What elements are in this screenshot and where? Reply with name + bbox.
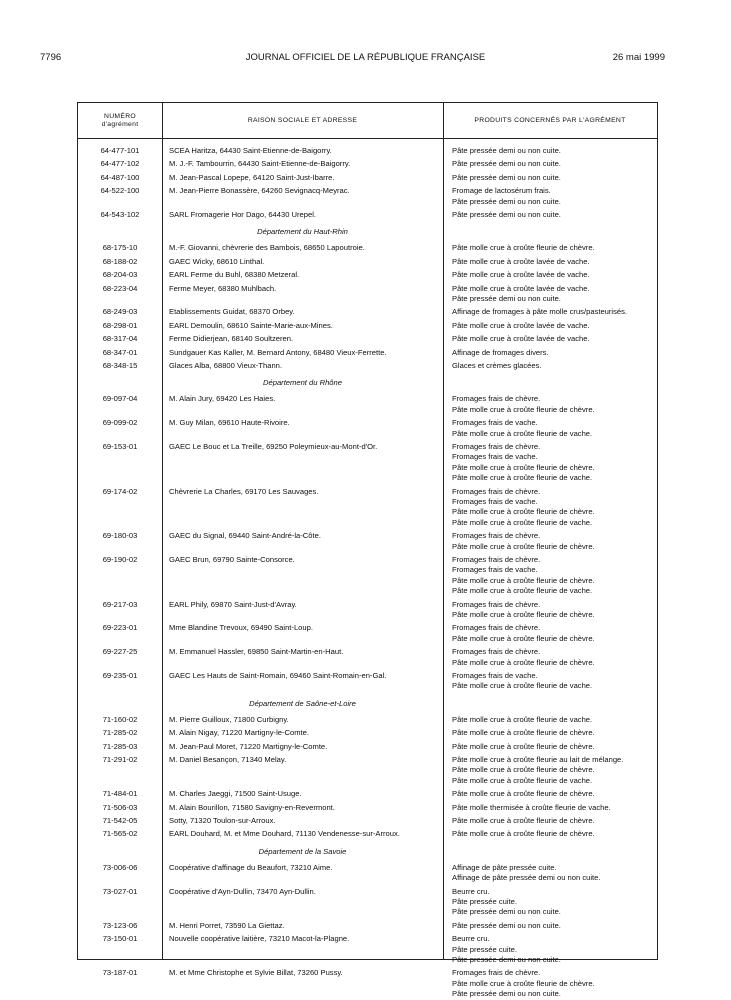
company-name-address: GAEC du Signal, 69440 Saint-André-la-Côte. bbox=[169, 531, 321, 541]
approved-products bbox=[452, 789, 654, 799]
company-name-address: M. Henri Porret, 73590 La Giettaz. bbox=[169, 920, 285, 930]
company-name-address: Coopérative d'Ayn-Dullin, 73470 Ayn-Dullin. bbox=[169, 886, 316, 896]
approved-products bbox=[452, 243, 654, 253]
product-line: Fromages frais de chèvre. bbox=[452, 647, 541, 657]
product-line: Pâte molle crue à croûte fleurie de vache. bbox=[452, 517, 593, 527]
approval-number: 71-160-02 bbox=[102, 714, 138, 724]
product-line: Fromages frais de vache. bbox=[452, 565, 538, 575]
approved-products bbox=[452, 671, 654, 692]
company-name-address: M. et Mme Christophe et Sylvie Billat, 73260 Pussy. bbox=[169, 968, 343, 978]
approval-number: 69-190-02 bbox=[102, 555, 138, 564]
approved-products bbox=[452, 418, 654, 439]
approval-number: 68-317-04 bbox=[102, 334, 138, 344]
company-name-address: M. Emmanuel Hassler, 69850 Saint-Martin-en-Haut. bbox=[169, 647, 344, 657]
product-line: Fromages frais de vache. bbox=[452, 671, 538, 680]
approved-products bbox=[452, 887, 654, 918]
approved-products bbox=[452, 487, 654, 529]
product-line: Pâte pressée demi ou non cuite. bbox=[452, 146, 561, 155]
company-name-address: M. Alain Bourillon, 71580 Savigny-en-Revermont. bbox=[169, 802, 335, 812]
approved-products bbox=[452, 284, 654, 305]
approval-number: 71-285-02 bbox=[102, 728, 138, 738]
company-name-address: Ferme Didierjean, 68140 Soultzeren. bbox=[169, 334, 294, 344]
approved-products bbox=[452, 742, 654, 752]
column-header-number bbox=[78, 103, 162, 138]
product-line: Pâte pressée demi ou non cuite. bbox=[452, 172, 561, 182]
approval-number: 68-348-15 bbox=[102, 361, 138, 370]
company-name-address: GAEC Les Hauts de Saint-Romain, 69460 Saint-Romain-en-Gal. bbox=[169, 671, 387, 680]
department-heading: Département de Saône-et-Loire bbox=[249, 698, 356, 708]
product-line: Pâte molle crue à croûte fleurie de chèvre. bbox=[452, 575, 595, 585]
approved-products bbox=[452, 728, 654, 738]
approval-number: 69-227-25 bbox=[102, 647, 138, 657]
product-line: Pâte molle crue à croûte fleurie de chèvre. bbox=[452, 765, 595, 775]
company-name-address: Sundgauer Kas Kaller, M. Bernard Antony, 68480 Vieux-Ferrette. bbox=[169, 347, 387, 357]
approved-products bbox=[452, 334, 654, 344]
company-name-address: EARL Demoulin, 68610 Sainte-Marie-aux-Mines. bbox=[169, 320, 333, 330]
approval-number: 64-477-101 bbox=[100, 146, 140, 155]
product-line: Fromages frais de chèvre. bbox=[452, 486, 541, 496]
approval-number: 69-235-01 bbox=[102, 671, 138, 680]
approval-number: 68-347-01 bbox=[102, 347, 138, 357]
company-name-address: M. Pierre Guilloux, 71800 Curbigny. bbox=[169, 714, 289, 724]
company-name-address: Ferme Meyer, 68380 Muhlbach. bbox=[169, 283, 277, 293]
approval-number: 64-477-102 bbox=[100, 159, 140, 169]
company-name-address: M. Daniel Besançon, 71340 Melay. bbox=[169, 755, 287, 764]
product-line: Fromages frais de chèvre. bbox=[452, 623, 541, 633]
product-line: Pâte molle crue à croûte fleurie au lait de mélange. bbox=[452, 755, 624, 764]
product-line: Pâte molle crue à croûte fleurie de vache. bbox=[452, 681, 593, 691]
product-line: Fromage de lactosérum frais. bbox=[452, 186, 551, 196]
product-line: Fromages frais de chèvre. bbox=[452, 442, 541, 451]
approved-products bbox=[452, 531, 654, 552]
product-line: Pâte molle crue à croûte fleurie de vache. bbox=[452, 775, 593, 785]
product-line: Fromages frais de chèvre. bbox=[452, 394, 541, 404]
approval-number: 64-543-102 bbox=[100, 210, 140, 219]
approved-products bbox=[452, 394, 654, 415]
company-name-address: M. Charles Jaeggi, 71500 Saint-Usuge. bbox=[169, 789, 302, 799]
product-line: Pâte molle crue à croûte fleurie de chèvre. bbox=[452, 541, 595, 551]
approved-products bbox=[452, 600, 654, 621]
product-line: Pâte pressée demi ou non cuite. bbox=[452, 159, 561, 169]
column-header-products: PRODUITS CONCERNÉS PAR L'AGRÉMENT bbox=[474, 116, 626, 124]
approval-number: 73-123-06 bbox=[102, 920, 138, 930]
product-line: Fromages frais de vache. bbox=[452, 418, 538, 428]
product-line: Pâte pressée demi ou non cuite. bbox=[452, 196, 561, 206]
approved-products bbox=[452, 159, 654, 169]
approval-number: 69-097-04 bbox=[102, 394, 138, 404]
product-line: Pâte molle crue à croûte fleurie de vache. bbox=[452, 714, 593, 724]
company-name-address: M. Guy Milan, 69610 Haute-Rivoire. bbox=[169, 418, 290, 428]
approved-products bbox=[452, 146, 654, 156]
product-line: Pâte pressée demi ou non cuite. bbox=[452, 955, 561, 964]
approval-number: 71-542-05 bbox=[102, 816, 138, 825]
product-line: Pâte molle crue à croûte fleurie de chèvre. bbox=[452, 404, 595, 414]
approved-products bbox=[452, 307, 654, 317]
product-line: Pâte molle crue à croûte fleurie de chèvre. bbox=[452, 610, 595, 619]
product-line: Pâte pressée demi ou non cuite. bbox=[452, 920, 561, 930]
approval-number: 69-223-01 bbox=[102, 623, 138, 633]
company-name-address: M. J.-F. Tambourrin, 64430 Saint-Etienne-de-Baigorry. bbox=[169, 159, 351, 169]
column-header-number-line1: NUMÉRO bbox=[103, 112, 136, 120]
approved-products bbox=[452, 816, 654, 826]
company-name-address: EARL Douhard, M. et Mme Douhard, 71130 Vendenesse-sur-Arroux. bbox=[169, 829, 400, 839]
product-line: Fromages frais de chèvre. bbox=[452, 555, 541, 564]
department-heading: Département du Haut-Rhin bbox=[257, 227, 348, 237]
column-header-name: RAISON SOCIALE ET ADRESSE bbox=[247, 116, 358, 124]
product-line: Pâte molle crue à croûte lavée de vache. bbox=[452, 283, 590, 293]
company-name-address: EARL Ferme du Buhl, 68380 Metzeral. bbox=[169, 270, 300, 280]
company-name-address: Chèvrerie La Charles, 69170 Les Sauvages. bbox=[169, 486, 319, 496]
company-name-address: GAEC Brun, 69790 Sainte-Consorce. bbox=[169, 555, 295, 564]
approval-number: 69-174-02 bbox=[102, 486, 138, 496]
product-line: Fromages frais de vache. bbox=[452, 497, 538, 506]
company-name-address: Nouvelle coopérative laitière, 73210 Macot-la-Plagne. bbox=[169, 934, 350, 944]
approval-number: 73-027-01 bbox=[102, 886, 138, 896]
approval-number: 73-187-01 bbox=[102, 968, 138, 978]
approval-number: 69-099-02 bbox=[102, 418, 138, 428]
company-name-address: M. Jean-Pierre Bonassère, 64260 Sevignacq-Meyrac. bbox=[169, 186, 350, 196]
department-heading: Département de la Savoie bbox=[258, 846, 347, 856]
approval-number: 69-153-01 bbox=[102, 442, 138, 451]
company-name-address: EARL Phily, 69870 Saint-Just-d'Avray. bbox=[169, 599, 297, 609]
product-line: Affinage de fromages à pâte molle crus/pasteurisés. bbox=[452, 307, 628, 317]
product-line: Pâte molle crue à croûte fleurie de vache. bbox=[452, 428, 593, 438]
approval-number: 71-291-02 bbox=[102, 755, 138, 764]
product-line: Pâte molle crue à croûte fleurie de chèvre. bbox=[452, 978, 595, 988]
approval-number: 71-285-03 bbox=[102, 741, 138, 751]
approval-number: 73-006-06 bbox=[102, 862, 138, 872]
product-line: Pâte pressée cuite. bbox=[452, 897, 518, 906]
product-line: Pâte molle crue à croûte fleurie de chèvre. bbox=[452, 243, 595, 253]
product-line: Fromages frais de chèvre. bbox=[452, 599, 541, 609]
product-line: Pâte molle crue à croûte fleurie de chèvre. bbox=[452, 507, 595, 517]
company-name-address: Mme Blandine Trevoux, 69490 Saint-Loup. bbox=[169, 623, 313, 633]
product-line: Beurre cru. bbox=[452, 934, 490, 944]
approved-products bbox=[452, 321, 654, 331]
approval-number: 71-565-02 bbox=[102, 829, 138, 839]
product-line: Pâte molle crue à croûte fleurie de chèvre. bbox=[452, 829, 595, 839]
approval-number: 71-484-01 bbox=[102, 789, 138, 799]
approved-products bbox=[452, 186, 654, 207]
approval-number: 64-522-100 bbox=[100, 186, 140, 196]
approved-products bbox=[452, 257, 654, 267]
approval-number: 68-298-01 bbox=[102, 320, 138, 330]
company-name-address: M.-F. Giovanni, chèvrerie des Bambois, 68650 Lapoutroie. bbox=[169, 243, 365, 253]
approved-products bbox=[452, 270, 654, 280]
product-line: Pâte pressée demi ou non cuite. bbox=[452, 989, 561, 999]
approval-number: 68-249-03 bbox=[102, 307, 138, 317]
publication-date: 26 mai 1999 bbox=[612, 52, 665, 63]
approval-number: 69-217-03 bbox=[102, 599, 138, 609]
product-line: Pâte molle thermisée à croûte fleurie de vache. bbox=[452, 802, 611, 812]
approved-products bbox=[452, 555, 654, 597]
approval-number: 73-150-01 bbox=[102, 934, 138, 944]
approved-products bbox=[452, 863, 654, 884]
approved-products bbox=[452, 715, 654, 725]
column-header-number-line2: d'agrément bbox=[101, 120, 139, 128]
product-line: Pâte molle crue à croûte fleurie de chèvre. bbox=[452, 633, 595, 643]
approval-number: 69-180-03 bbox=[102, 531, 138, 541]
approved-products bbox=[452, 803, 654, 813]
company-name-address: Glaces Alba, 68800 Vieux-Thann. bbox=[169, 361, 282, 370]
approval-number: 71-506-03 bbox=[102, 802, 138, 812]
company-name-address: Coopérative d'affinage du Beaufort, 73210 Aime. bbox=[169, 862, 333, 872]
product-line: Pâte pressée demi ou non cuite. bbox=[452, 210, 561, 219]
approved-products bbox=[452, 921, 654, 931]
company-name-address: Etablissements Guidat, 68370 Orbey. bbox=[169, 307, 295, 317]
approved-products bbox=[452, 623, 654, 644]
product-line: Pâte molle crue à croûte fleurie de vache. bbox=[452, 473, 593, 483]
approved-products bbox=[452, 647, 654, 668]
product-line: Pâte molle crue à croûte fleurie de chèvre. bbox=[452, 741, 595, 751]
product-line: Pâte pressée demi ou non cuite. bbox=[452, 294, 561, 303]
product-line: Pâte pressée cuite. bbox=[452, 944, 518, 954]
product-line: Beurre cru. bbox=[452, 886, 490, 896]
approved-products bbox=[452, 968, 654, 999]
product-line: Pâte molle crue à croûte fleurie de chèvre. bbox=[452, 789, 595, 799]
approval-number: 68-223-04 bbox=[102, 283, 138, 293]
approved-products bbox=[452, 361, 654, 371]
product-line: Glaces et crèmes glacées. bbox=[452, 361, 542, 370]
approval-table bbox=[77, 102, 658, 999]
product-line: Pâte molle crue à croûte fleurie de chèvre. bbox=[452, 657, 595, 667]
approved-products bbox=[452, 934, 654, 965]
company-name-address: SCEA Haritza, 64430 Saint-Etienne-de-Baigorry. bbox=[169, 146, 332, 155]
product-line: Pâte molle crue à croûte lavée de vache. bbox=[452, 320, 590, 330]
product-line: Pâte molle crue à croûte lavée de vache. bbox=[452, 334, 590, 344]
product-line: Affinage de pâte pressée cuite. bbox=[452, 862, 557, 872]
header-divider bbox=[78, 138, 657, 139]
product-line: Pâte molle crue à croûte fleurie de chèvre. bbox=[452, 816, 595, 825]
approval-number: 68-204-03 bbox=[102, 270, 138, 280]
product-line: Pâte molle crue à croûte fleurie de chèvre. bbox=[452, 728, 595, 738]
approval-number: 64-487-100 bbox=[100, 172, 140, 182]
company-name-address: M. Alain Jury, 69420 Les Haies. bbox=[169, 394, 276, 404]
column-divider bbox=[443, 103, 444, 959]
approved-products bbox=[452, 755, 654, 786]
product-line: Affinage de fromages divers. bbox=[452, 347, 549, 357]
department-heading: Département du Rhône bbox=[263, 378, 342, 388]
approved-products bbox=[452, 348, 654, 358]
product-line: Pâte molle crue à croûte lavée de vache. bbox=[452, 270, 590, 280]
product-line: Pâte molle crue à croûte fleurie de vache. bbox=[452, 586, 593, 596]
product-line: Affinage de pâte pressée demi ou non cuite. bbox=[452, 873, 601, 883]
approved-products bbox=[452, 442, 654, 484]
company-name-address: GAEC Le Bouc et La Treille, 69250 Poleymieux-au-Mont-d'Or. bbox=[169, 442, 378, 451]
approved-products bbox=[452, 210, 654, 220]
page-number: 7796 bbox=[40, 52, 62, 63]
product-line: Pâte molle crue à croûte lavée de vache. bbox=[452, 256, 590, 266]
company-name-address: GAEC Wicky, 68610 Linthal. bbox=[169, 256, 265, 266]
product-line: Pâte pressée demi ou non cuite. bbox=[452, 907, 561, 917]
product-line: Fromages frais de chèvre. bbox=[452, 968, 541, 978]
company-name-address: SARL Fromagerie Hor Dago, 64430 Urepel. bbox=[169, 210, 317, 219]
product-line: Fromages frais de chèvre. bbox=[452, 531, 541, 541]
company-name-address: M. Jean-Paul Moret, 71220 Martigny-le-Comte. bbox=[169, 741, 328, 751]
approval-number: 68-175-10 bbox=[102, 243, 138, 253]
approval-number: 68-188-02 bbox=[102, 256, 138, 266]
company-name-address: M. Jean-Pascal Lopepe, 64120 Saint-Just-Ibarre. bbox=[169, 172, 335, 182]
company-name-address: Sotty, 71320 Toulon-sur-Arroux. bbox=[169, 816, 276, 825]
product-line: Fromages frais de vache. bbox=[452, 452, 538, 462]
approved-products bbox=[452, 829, 654, 839]
approved-products bbox=[452, 173, 654, 183]
product-line: Pâte molle crue à croûte fleurie de chèvre. bbox=[452, 462, 595, 472]
journal-title: JOURNAL OFFICIEL DE LA RÉPUBLIQUE FRANÇAISE bbox=[245, 52, 486, 63]
company-name-address: M. Alain Nigay, 71220 Martigny-le-Comte. bbox=[169, 728, 309, 738]
